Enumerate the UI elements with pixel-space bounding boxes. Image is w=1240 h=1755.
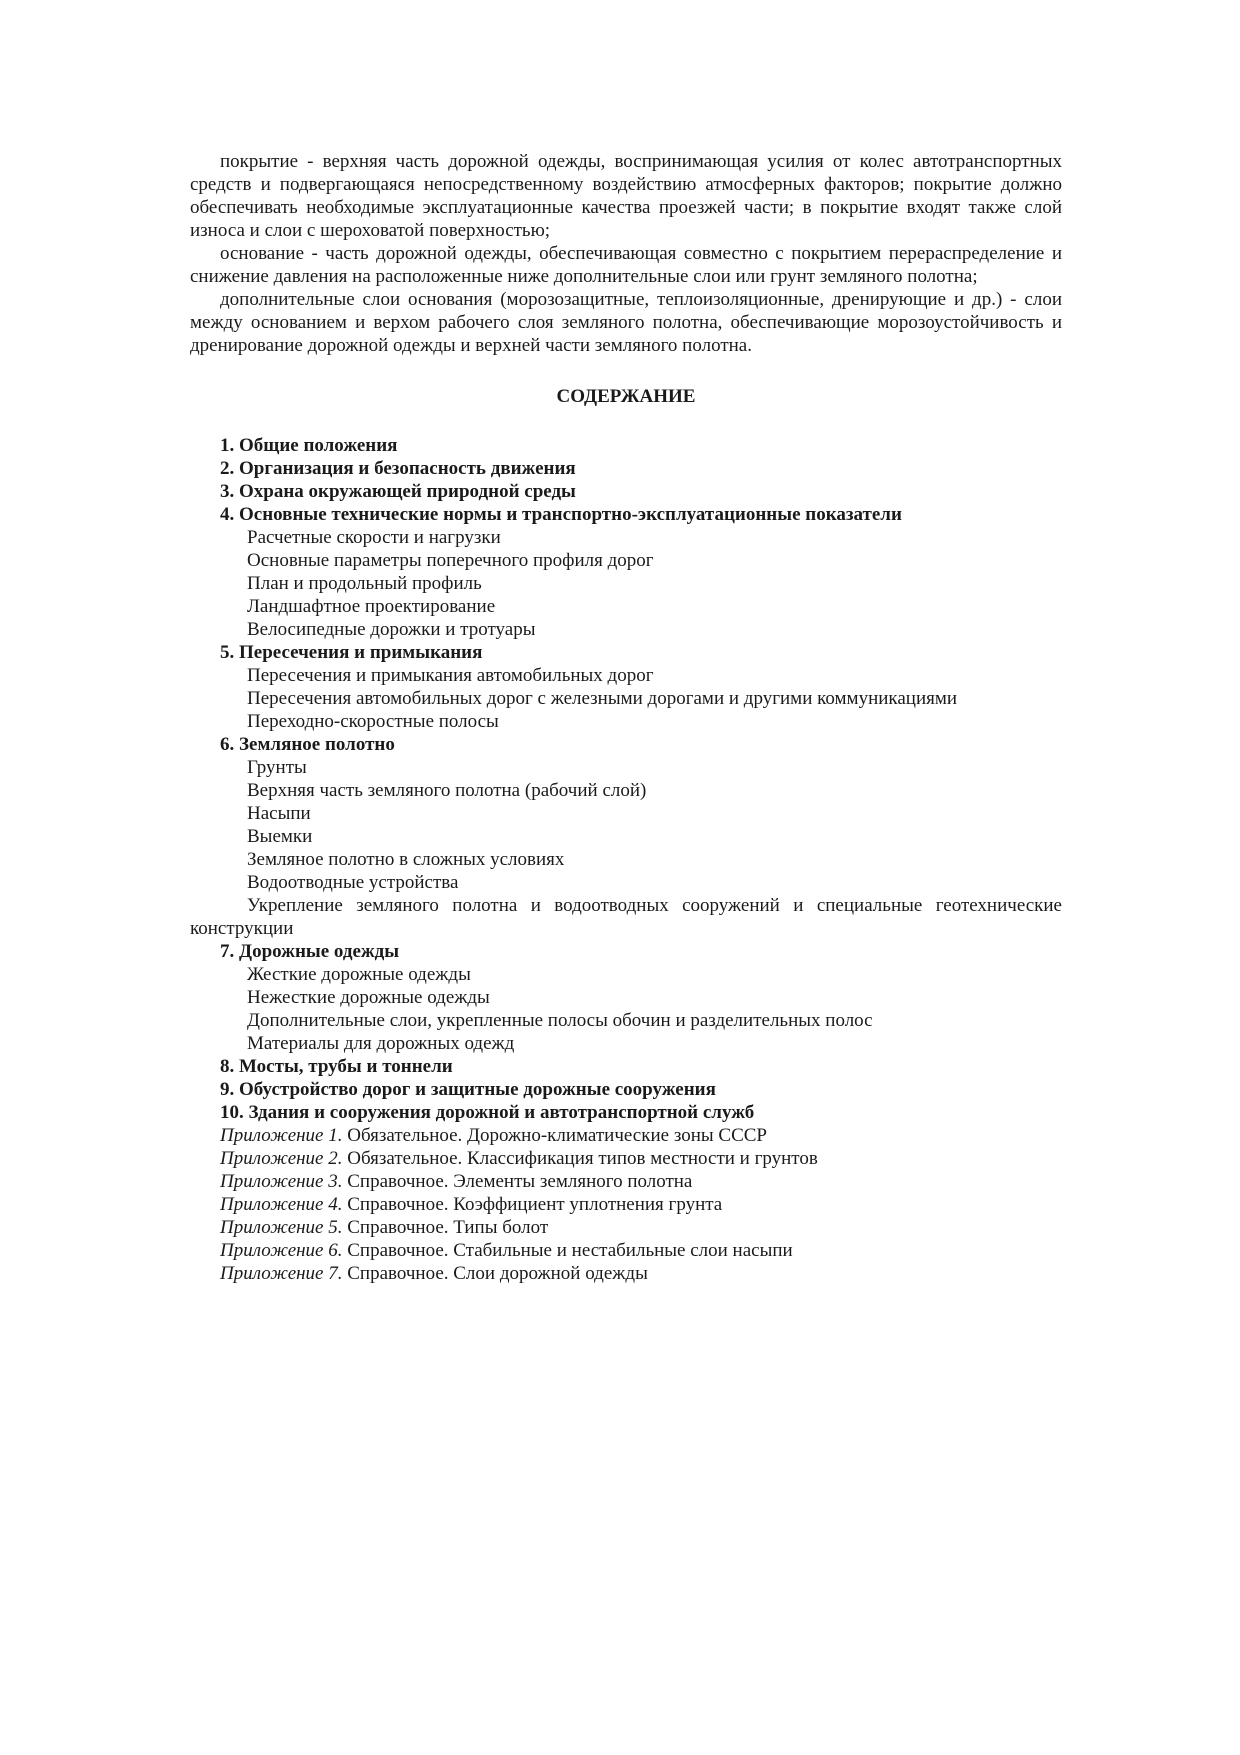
toc-section-6: 6. Земляное полотно xyxy=(220,734,395,755)
toc-subsection: Пересечения автомобильных дорог с железными дорогами и другими коммуникациями xyxy=(247,688,958,709)
table-of-contents xyxy=(190,434,1062,1285)
toc-section-8: 8. Мосты, трубы и тоннели xyxy=(220,1056,453,1077)
toc-subsection: Расчетные скорости и нагрузки xyxy=(247,527,501,548)
toc-section-5: 5. Пересечения и примыкания xyxy=(220,642,483,663)
toc-section-4: 4. Основные технические нормы и транспортно-эксплуатационные показатели xyxy=(220,504,902,525)
toc-subsection: Верхняя часть земляного полотна (рабочий слой) xyxy=(247,780,647,801)
toc-subsection: Пересечения и примыкания автомобильных дорог xyxy=(247,665,654,686)
appendix-title: Справочное. Элементы земляного полотна xyxy=(342,1171,693,1192)
toc-section-3: 3. Охрана окружающей природной среды xyxy=(220,481,576,502)
toc-heading: СОДЕРЖАНИЕ xyxy=(556,386,696,407)
appendix-label: Приложение 5. xyxy=(220,1217,343,1238)
toc-subsection: Укрепление земляного полотна и водоотводных сооружений и специальные геотехнические конструкции xyxy=(190,895,1062,939)
appendix-label: Приложение 1. xyxy=(220,1125,343,1146)
appendix-title: Обязательное. Дорожно-климатические зоны СССР xyxy=(342,1125,767,1146)
toc-section-1: 1. Общие положения xyxy=(220,435,398,456)
appendix-title: Справочное. Коэффициент уплотнения грунта xyxy=(342,1194,723,1215)
appendix-label: Приложение 4. xyxy=(220,1194,343,1215)
toc-subsection: Нежесткие дорожные одежды xyxy=(247,987,490,1008)
toc-subsection: План и продольный профиль xyxy=(247,573,482,594)
toc-section-2: 2. Организация и безопасность движения xyxy=(220,458,576,479)
appendix-label: Приложение 7. xyxy=(220,1263,343,1284)
toc-subsection: Ландшафтное проектирование xyxy=(247,596,496,617)
toc-subsection: Выемки xyxy=(247,826,313,847)
appendix-title: Справочное. Типы болот xyxy=(342,1217,549,1238)
toc-appendix-7 xyxy=(190,1262,1062,1285)
appendix-title: Обязательное. Классификация типов местности и грунтов xyxy=(342,1148,818,1169)
toc-subsection: Материалы для дорожных одежд xyxy=(247,1033,515,1054)
paragraph-dop-sloi: дополнительные слои основания (морозозащитные, теплоизоляционные, дренирующие и др.) - слои между основанием и верхом рабочего слоя земляного полотна, обеспечивающие морозоустойчивость и дренирование дорожной одежды и верхней части земляного полотна. xyxy=(190,289,1062,356)
toc-subsection: Насыпи xyxy=(247,803,311,824)
toc-section-10: 10. Здания и сооружения дорожной и автотранспортной служб xyxy=(220,1102,755,1123)
toc-subsection: Переходно-скоростные полосы xyxy=(247,711,499,732)
document-page xyxy=(190,150,1062,1285)
toc-appendix-4 xyxy=(190,1193,1062,1216)
toc-appendix-6 xyxy=(190,1239,1062,1262)
appendix-label: Приложение 2. xyxy=(220,1148,343,1169)
appendix-title: Справочное. Стабильные и нестабильные слои насыпи xyxy=(342,1240,793,1261)
toc-appendix-3 xyxy=(190,1170,1062,1193)
paragraph-pokrytie: покрытие - верхняя часть дорожной одежды, воспринимающая усилия от колес автотранспортных средств и подвергающаяся непосредственному воздействию атмосферных факторов; покрытие должно обеспечивать необходимые эксплуатационные качества проезжей части; в покрытие входят также слой износа и слои с шероховатой поверхностью; xyxy=(190,151,1062,241)
toc-subsection: Основные параметры поперечного профиля дорог xyxy=(247,550,654,571)
toc-section-7: 7. Дорожные одежды xyxy=(220,941,400,962)
toc-subsection: Велосипедные дорожки и тротуары xyxy=(247,619,536,640)
toc-subsection: Земляное полотно в сложных условиях xyxy=(247,849,565,870)
toc-appendix-1 xyxy=(190,1124,1062,1147)
toc-subsection: Дополнительные слои, укрепленные полосы обочин и разделительных полос xyxy=(247,1010,873,1031)
appendix-label: Приложение 3. xyxy=(220,1171,343,1192)
toc-appendix-2 xyxy=(190,1147,1062,1170)
appendix-label: Приложение 6. xyxy=(220,1240,343,1261)
toc-appendix-5 xyxy=(190,1216,1062,1239)
toc-subsection: Жесткие дорожные одежды xyxy=(247,964,471,985)
appendix-title: Справочное. Слои дорожной одежды xyxy=(342,1263,648,1284)
toc-subsection: Водоотводные устройства xyxy=(247,872,459,893)
toc-section-9: 9. Обустройство дорог и защитные дорожные сооружения xyxy=(220,1079,716,1100)
paragraph-osnovanie: основание - часть дорожной одежды, обеспечивающая совместно с покрытием перераспределение и снижение давления на расположенные ниже дополнительные слои или грунт земляного полотна; xyxy=(190,243,1062,287)
toc-subsection: Грунты xyxy=(247,757,307,778)
